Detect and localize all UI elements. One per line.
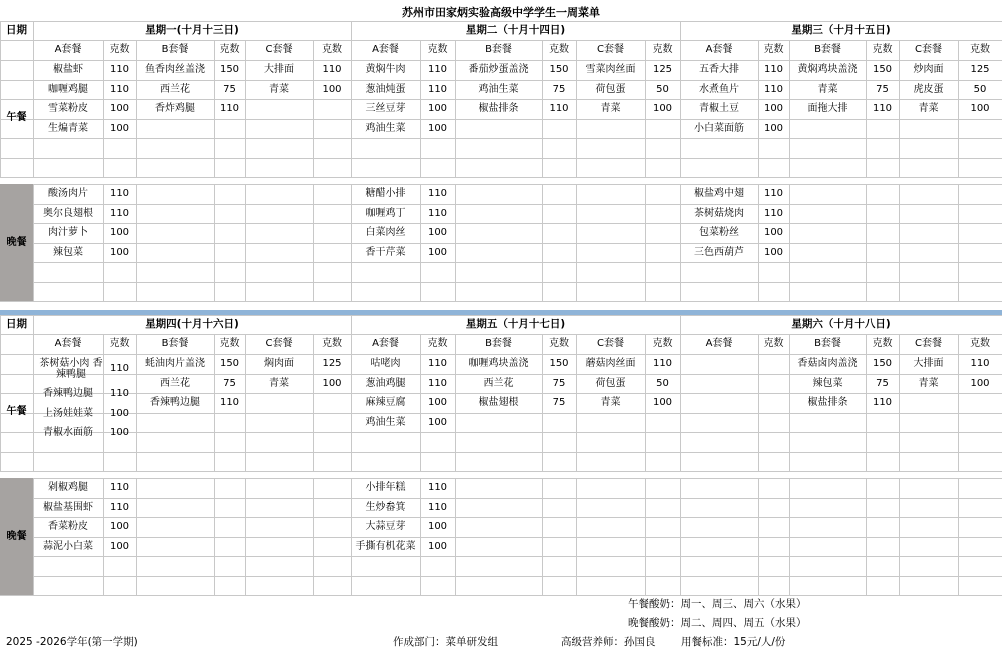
grams-value: 110 [872, 397, 893, 408]
grams-value: 100 [763, 103, 784, 114]
grams-value: 100 [970, 377, 990, 389]
dish-name: 青菜 [600, 103, 621, 114]
column-header: 克数 [872, 44, 893, 56]
dish-name: 雪菜粉皮 [48, 103, 88, 114]
dish-name: 大排面 [913, 358, 944, 369]
grams-value: 110 [427, 358, 448, 369]
column-header: C套餐 [915, 44, 942, 56]
column-header: B套餐 [485, 338, 512, 350]
lunch-yogurt-note: 午餐酸奶：周一、周三、周六（水果） [628, 598, 807, 610]
lunch-label: 午餐 [6, 112, 27, 123]
grams-value: 100 [109, 227, 130, 238]
grams-value: 100 [109, 540, 130, 552]
dish-name: 面拖大排 [807, 103, 848, 114]
grams-value: 50 [973, 83, 987, 95]
dish-name: 咖喱鸡腿 [48, 83, 88, 95]
grams-value: 100 [322, 83, 342, 95]
grams-value: 150 [219, 64, 240, 75]
grams-value: 100 [427, 227, 448, 238]
dish-name: 肉汁萝卜 [48, 227, 88, 238]
dish-name: 鸡油生菜 [365, 122, 406, 134]
meal-standard: 用餐标准：15元/人/份 [681, 636, 786, 648]
dish-name: 生煸青菜 [48, 122, 88, 134]
grams-value: 150 [872, 358, 893, 369]
grams-value: 110 [219, 397, 240, 408]
column-header: 克数 [322, 338, 342, 350]
grams-value: 100 [109, 407, 130, 419]
dish-name: 虎皮蛋 [913, 83, 944, 95]
dish-name: 荷包蛋 [595, 83, 626, 95]
grams-value: 100 [427, 540, 448, 552]
column-header: 克数 [109, 338, 130, 350]
grams-value: 50 [656, 377, 669, 389]
dish-name: 青菜 [600, 397, 621, 408]
dish-name: 椒盐虾 [53, 64, 83, 75]
dish-name: 雪菜肉丝面 [585, 64, 636, 75]
grid-line-v [645, 184, 646, 301]
dish-name: 香辣鸭边腿 [43, 388, 93, 399]
date-header: 日期 [6, 318, 27, 331]
dish-name: 香菜粉皮 [48, 521, 88, 532]
grams-value: 75 [552, 83, 566, 95]
dish-name: 青菜 [817, 83, 838, 95]
grid-line-v [313, 184, 314, 301]
day-header: 星期四(十月十六日) [145, 318, 239, 331]
grams-value: 100 [652, 103, 673, 114]
column-header: 克数 [763, 338, 784, 350]
dish-name: 青菜 [918, 103, 939, 114]
grams-value: 110 [109, 482, 130, 493]
dish-name: 鸡油生菜 [478, 83, 519, 95]
grams-value: 100 [427, 246, 448, 258]
grams-value: 110 [322, 64, 342, 75]
grid-line-h [0, 177, 1002, 178]
grams-value: 110 [109, 388, 130, 399]
column-header: A套餐 [54, 338, 82, 350]
dish-name: 辣包菜 [53, 246, 83, 258]
grid-line-h [0, 223, 1002, 224]
grid-line-h [0, 432, 1002, 433]
grid-line-h [0, 537, 1002, 538]
dish-name: 香干芹菜 [365, 246, 406, 258]
dish-name: 糖醋小排 [365, 188, 406, 199]
dish-name: 焖肉面 [264, 358, 294, 369]
grams-value: 100 [427, 122, 448, 134]
grams-value: 110 [763, 188, 784, 199]
dinner-label: 晚餐 [6, 236, 27, 248]
grams-value: 110 [427, 482, 448, 493]
dish-name: 茶树菇烧肉 [694, 207, 744, 219]
grams-value: 150 [549, 358, 569, 369]
grid-line-h [0, 301, 1002, 302]
day-header: 星期六（十月十八日) [791, 318, 891, 331]
dinner-label: 晚餐 [6, 530, 27, 542]
grams-value: 110 [109, 83, 130, 95]
dish-name: 青椒土豆 [699, 103, 739, 114]
grams-value: 75 [876, 377, 889, 389]
dish-name: 椒盐排条 [807, 397, 848, 408]
grams-value: 110 [763, 83, 784, 95]
dish-name: 黄焖鸡块盖浇 [797, 64, 858, 75]
column-header: B套餐 [814, 44, 841, 56]
dish-name: 大蒜豆芽 [365, 521, 406, 532]
grams-value: 110 [427, 207, 448, 219]
column-header: A套餐 [54, 44, 82, 56]
grid-line-h [0, 498, 1002, 499]
dish-name: 三色西葫芦 [694, 246, 744, 258]
grams-value: 100 [763, 227, 784, 238]
column-header: B套餐 [814, 338, 841, 350]
grid-line-h [0, 478, 1002, 479]
column-header: B套餐 [161, 44, 189, 56]
column-header: B套餐 [161, 338, 189, 350]
grid-line-v [866, 478, 867, 595]
dish-name: 蒜泥小白菜 [43, 540, 93, 552]
grid-line-h [0, 282, 1002, 283]
column-header: C套餐 [265, 338, 293, 350]
grams-value: 100 [322, 377, 342, 389]
grid-line-v [136, 478, 137, 595]
dish-name: 辣包菜 [812, 377, 843, 389]
grams-value: 75 [552, 397, 566, 408]
dish-name: 荷包蛋 [595, 377, 626, 389]
dish-name: 西兰花 [160, 377, 190, 389]
grams-value: 125 [970, 64, 990, 75]
dish-name: 椒盐基围虾 [43, 501, 93, 513]
department: 作成部门：菜单研发组 [393, 636, 498, 648]
grams-value: 125 [322, 358, 342, 369]
column-header: C套餐 [915, 338, 942, 350]
school-term: 2025 -2026学年(第一学期) [6, 636, 138, 648]
dish-name: 茶树菇小肉 香辣鸭腿 [39, 357, 103, 380]
dish-name: 小排年糕 [365, 482, 406, 493]
column-header: 克数 [872, 338, 893, 350]
grams-value: 110 [427, 501, 448, 513]
grid-line-v [455, 478, 456, 595]
grams-value: 110 [549, 103, 569, 114]
dish-name: 手撕有机花菜 [355, 540, 416, 552]
column-header: 克数 [970, 44, 990, 56]
grid-line-v [245, 478, 246, 595]
menu-title: 苏州市田家炳实验高级中学学生一周菜单 [402, 6, 600, 19]
column-header: A套餐 [372, 44, 399, 56]
column-header: 克数 [219, 338, 240, 350]
column-header: 克数 [549, 44, 569, 56]
column-header: A套餐 [705, 338, 733, 350]
dish-name: 青菜 [918, 377, 939, 389]
dish-name: 椒盐鸡中翅 [694, 188, 744, 199]
column-header: 克数 [427, 44, 448, 56]
grid-line-v [958, 478, 959, 595]
grams-value: 150 [219, 358, 240, 369]
grid-line-h [0, 262, 1002, 263]
grams-value: 110 [109, 501, 130, 513]
grams-value: 50 [656, 83, 669, 95]
day-header: 星期三（十月十五日) [791, 24, 891, 37]
grams-value: 75 [876, 83, 889, 95]
dish-name: 上汤娃娃菜 [43, 407, 93, 419]
dinner-yogurt-note: 晚餐酸奶：周二、周四、周五（水果） [628, 617, 807, 629]
dish-name: 炒肉面 [913, 64, 944, 75]
grams-value: 150 [549, 64, 569, 75]
column-header: 克数 [970, 338, 990, 350]
dish-name: 麻辣豆腐 [365, 397, 406, 408]
grid-line-v [645, 478, 646, 595]
grid-line-h [0, 556, 1002, 557]
dish-name: 奥尔良翅根 [43, 207, 93, 219]
grid-line-h [0, 576, 1002, 577]
dish-name: 鱼香肉丝盖浇 [145, 64, 205, 75]
grams-value: 110 [970, 358, 990, 369]
day-header: 星期二（十月十四日) [465, 24, 566, 37]
grams-value: 75 [552, 377, 566, 389]
dish-name: 五香大排 [699, 64, 739, 75]
grams-value: 110 [219, 103, 240, 114]
grid-line-v [136, 184, 137, 301]
grid-line-h [0, 204, 1002, 205]
grams-value: 100 [970, 103, 990, 114]
grid-line-v [789, 478, 790, 595]
column-header: 克数 [109, 44, 130, 56]
day-header: 星期五（十月十七日) [465, 318, 566, 331]
grams-value: 110 [427, 83, 448, 95]
grid-line-v [866, 184, 867, 301]
grams-value: 110 [427, 188, 448, 199]
nutritionist: 高级营养师：孙国良 [561, 636, 656, 648]
dish-name: 咖喱鸡丁 [365, 207, 406, 219]
grid-line-v [214, 184, 215, 301]
column-header: A套餐 [705, 44, 733, 56]
grams-value: 110 [763, 207, 784, 219]
dish-name: 香菇卤肉盖浇 [797, 358, 858, 369]
dish-name: 小白菜面筋 [694, 122, 744, 134]
column-header: 克数 [219, 44, 240, 56]
grams-value: 110 [427, 377, 448, 389]
grid-line-v [576, 478, 577, 595]
grams-value: 100 [652, 397, 673, 408]
dish-name: 西兰花 [483, 377, 514, 389]
grid-line-h [0, 119, 1002, 120]
column-header: 克数 [763, 44, 784, 56]
lunch-label: 午餐 [6, 406, 27, 417]
grid-line-v [313, 478, 314, 595]
grams-value: 110 [109, 207, 130, 219]
grams-value: 125 [652, 64, 673, 75]
dish-name: 黄焖牛肉 [365, 64, 406, 75]
column-header: 克数 [427, 338, 448, 350]
grid-line-h [0, 184, 1002, 185]
dish-name: 番茄炒蛋盖浇 [468, 64, 529, 75]
dish-name: 剁椒鸡腿 [48, 482, 88, 493]
grams-value: 100 [427, 521, 448, 532]
grid-line-h [0, 138, 1002, 139]
grams-value: 110 [109, 188, 130, 199]
grams-value: 100 [427, 397, 448, 408]
grams-value: 100 [427, 103, 448, 114]
dish-name: 青椒水面筋 [43, 427, 93, 438]
dish-name: 椒盐排条 [478, 103, 519, 114]
grams-value: 75 [223, 83, 236, 95]
grid-line-h [0, 595, 1002, 596]
date-header: 日期 [6, 24, 27, 37]
grams-value: 100 [109, 122, 130, 134]
grid-line-v [214, 478, 215, 595]
dish-name: 葱油鸡腿 [365, 377, 406, 389]
dish-name: 蚝油肉片盖浇 [145, 358, 205, 369]
grams-value: 100 [109, 521, 130, 532]
grams-value: 110 [109, 64, 130, 75]
dish-name: 西兰花 [160, 83, 190, 95]
grams-value: 100 [109, 427, 130, 438]
grams-value: 150 [872, 64, 893, 75]
dish-name: 椒盐翅根 [478, 397, 519, 408]
dish-name: 水煮鱼片 [699, 83, 739, 95]
grams-value: 100 [427, 416, 448, 428]
grid-line-h [0, 413, 1002, 414]
grams-value: 110 [427, 64, 448, 75]
dish-name: 香炸鸡腿 [155, 103, 195, 114]
grams-value: 75 [223, 377, 236, 389]
grams-value: 110 [109, 363, 130, 375]
grid-line-h [0, 243, 1002, 244]
dish-name: 咖喱鸡块盖浇 [468, 358, 529, 369]
column-header: A套餐 [372, 338, 399, 350]
grams-value: 110 [652, 358, 673, 369]
column-header: C套餐 [597, 338, 624, 350]
dish-name: 咕咾肉 [370, 358, 401, 369]
dish-name: 酸汤肉片 [48, 188, 88, 199]
grid-line-v [789, 184, 790, 301]
grams-value: 100 [109, 103, 130, 114]
grams-value: 110 [763, 64, 784, 75]
grams-value: 110 [872, 103, 893, 114]
column-header: C套餐 [265, 44, 293, 56]
column-header: 克数 [652, 338, 673, 350]
grid-line-h [0, 158, 1002, 159]
dish-name: 生炒畚箕 [365, 501, 406, 513]
dish-name: 蘑菇肉丝面 [585, 358, 636, 369]
grid-line-v [455, 184, 456, 301]
grid-line-v [245, 184, 246, 301]
dish-name: 青菜 [269, 83, 289, 95]
grid-line-h [0, 471, 1002, 472]
grams-value: 100 [109, 246, 130, 258]
grid-line-v [542, 184, 543, 301]
dish-name: 包菜粉丝 [699, 227, 739, 238]
dish-name: 青菜 [269, 377, 289, 389]
grid-line-v [542, 478, 543, 595]
dish-name: 三丝豆芽 [365, 103, 406, 114]
grid-line-v [758, 478, 759, 595]
column-header: C套餐 [597, 44, 624, 56]
grid-line-h [0, 517, 1002, 518]
column-header: 克数 [652, 44, 673, 56]
grid-line-v [899, 478, 900, 595]
grams-value: 100 [763, 246, 784, 258]
grid-line-v [958, 184, 959, 301]
grid-line-v [680, 478, 681, 595]
grams-value: 100 [763, 122, 784, 134]
column-header: 克数 [549, 338, 569, 350]
dish-name: 大排面 [264, 64, 294, 75]
dish-name: 白菜肉丝 [365, 227, 406, 238]
grid-line-v [576, 184, 577, 301]
dish-name: 香辣鸭边腿 [150, 397, 200, 408]
column-header: 克数 [322, 44, 342, 56]
grid-line-h [0, 452, 1002, 453]
day-header: 星期一(十月十三日) [145, 24, 239, 37]
dish-name: 葱油炖蛋 [365, 83, 406, 95]
dish-name: 鸡油生菜 [365, 416, 406, 428]
column-header: B套餐 [485, 44, 512, 56]
grid-line-v [899, 184, 900, 301]
